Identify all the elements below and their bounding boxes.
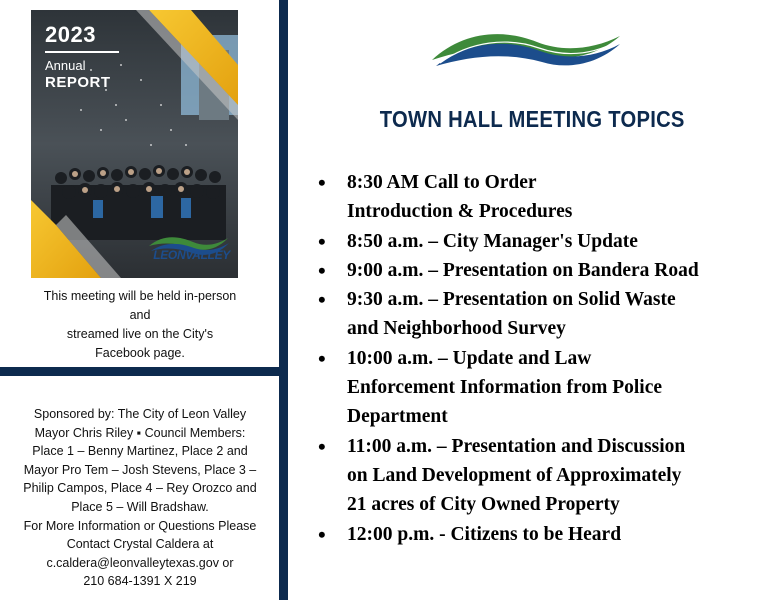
left-column	[0, 0, 279, 600]
meeting-format-line: streamed live on the City's	[66, 327, 214, 341]
agenda-item-text: • 8:30 AM Call to Order	[347, 172, 537, 193]
agenda-item-text: on Land Development of Approximately	[347, 464, 682, 486]
agenda-list	[318, 168, 768, 549]
sponsor-line: Mayor Pro Tem – Josh Stevens, Place 3 –	[23, 462, 257, 477]
agenda-item	[318, 227, 768, 256]
sponsor-line: Place 5 – Will Bradshaw.	[71, 499, 209, 514]
cover-report-label: REPORT	[45, 74, 111, 91]
sponsor-line: Place 1 – Benny Martinez, Place 2 and	[32, 444, 248, 459]
agenda-item-text: • 12:00 p.m. - Citizens to be Heard	[347, 523, 622, 545]
agenda-item	[318, 256, 768, 285]
agenda-item-text: and Neighborhood Survey	[347, 318, 566, 340]
agenda-item	[318, 432, 768, 520]
meeting-format-line: This meeting will be held in-person	[43, 289, 237, 303]
sponsor-line: Contact Crystal Caldera at	[66, 537, 214, 552]
cover-rule	[45, 51, 119, 53]
agenda-item-text: • 10:00 a.m. – Update and Law	[347, 347, 592, 369]
sponsor-info	[6, 405, 274, 591]
agenda-item	[318, 168, 768, 227]
agenda-item-text: Enforcement Information from Police	[347, 377, 662, 399]
contact-email[interactable]: c.caldera@leonvalleytexas.gov or	[46, 555, 234, 570]
cover-annual-label: Annual	[45, 58, 86, 73]
meeting-format-line: Facebook page.	[95, 346, 185, 360]
horizontal-divider	[0, 367, 279, 376]
annual-report-cover	[31, 10, 238, 278]
cover-year: 2023	[45, 22, 96, 47]
sponsor-line: Philip Campos, Place 4 – Rey Orozco and	[23, 481, 257, 496]
agenda-item-text: • 8:50 a.m. – City Manager's Update	[347, 230, 638, 252]
sponsor-line: Mayor Chris Riley ▪ Council Members:	[34, 425, 246, 440]
vertical-divider	[279, 0, 288, 600]
meeting-format-line: and	[129, 308, 151, 322]
meeting-format-note	[20, 287, 260, 363]
agenda-item-text: 21 acres of City Owned Property	[347, 494, 620, 516]
sponsor-line: For More Information or Questions Please	[23, 518, 257, 533]
sponsor-line: Sponsored by: The City of Leon Valley	[33, 407, 247, 421]
contact-phone: 210 684-1391 X 219	[83, 574, 197, 589]
agenda-item-text: • 11:00 a.m. – Presentation and Discussion	[347, 435, 686, 457]
agenda-item-text: • 9:00 a.m. – Presentation on Bandera Road	[347, 259, 699, 281]
agenda-item	[318, 285, 768, 344]
leon-valley-logo-text: LEONVALLEY	[153, 248, 230, 262]
page-title: TOWN HALL MEETING TOPICS	[379, 106, 685, 132]
agenda-item	[318, 344, 768, 432]
leon-valley-wave-logo	[432, 22, 620, 70]
agenda-item-text: Department	[347, 406, 448, 428]
agenda-item	[318, 520, 768, 549]
agenda-item-subtext: Introduction & Procedures	[347, 201, 573, 223]
agenda-item-text: • 9:30 a.m. – Presentation on Solid Waste	[347, 289, 676, 311]
